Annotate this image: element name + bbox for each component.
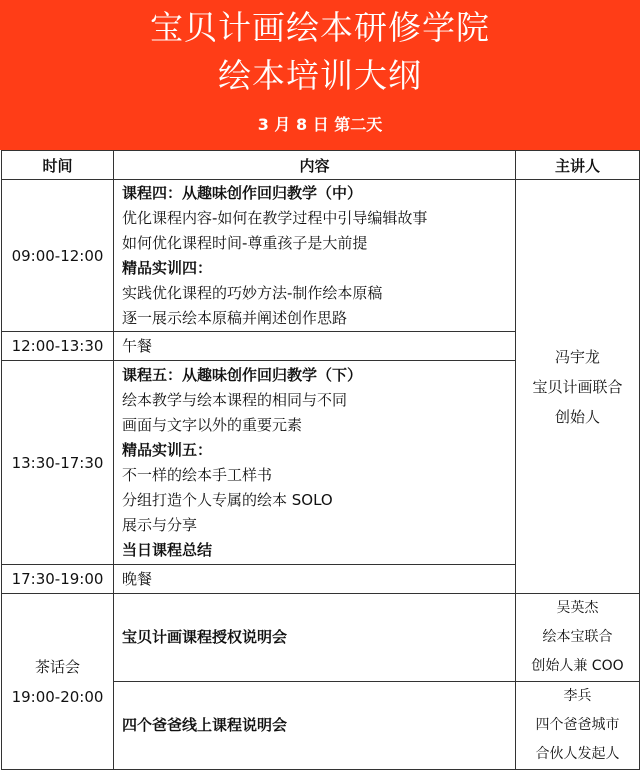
content-line: 实践优化课程的巧妙方法-制作绘本原稿 (122, 283, 383, 302)
content-line: 画面与文字以外的重要元素 (122, 415, 303, 434)
speaker-cell (516, 682, 640, 770)
content-line: 展示与分享 (122, 515, 198, 534)
tea-time: 19:00-20:00 (11, 687, 104, 706)
time-cell: 12:00-13:30 (2, 332, 114, 361)
speaker-name: 冯宇龙 (554, 347, 600, 366)
header-row (2, 151, 640, 180)
time-cell: 13:30-17:30 (2, 361, 114, 565)
title-line-1: 宝贝计画绘本研修学院 (150, 8, 490, 47)
content-line: 宝贝计画课程授权说明会 (122, 628, 288, 646)
column-header-time: 时间 (2, 151, 114, 180)
speaker-name: 李兵 (563, 688, 592, 704)
content-line: 优化课程内容-如何在教学过程中引导编辑故事 (122, 208, 428, 227)
content-line: 课程四：从趣味创作回归教学（中） (122, 183, 363, 202)
speaker-title: 绘本宝联合 (542, 629, 613, 645)
table-row (2, 594, 640, 682)
speaker-title: 四个爸爸城市 (535, 717, 620, 733)
tea-label: 茶话会 (34, 657, 80, 676)
content-line: 午餐 (122, 336, 153, 355)
content-line: 不一样的绘本手工样书 (122, 465, 273, 484)
content-line: 逐一展示绘本原稿并阐述创作思路 (122, 308, 348, 327)
content-cell (114, 565, 516, 594)
tea-time-cell (2, 594, 114, 770)
content-cell (114, 180, 516, 332)
header-banner (0, 0, 640, 150)
speaker-title: 创始人 (554, 407, 600, 426)
speaker-title: 创始人兼 COO (531, 658, 624, 674)
content-line: 当日课程总结 (122, 540, 213, 559)
schedule-table (1, 150, 640, 770)
time-cell: 17:30-19:00 (2, 565, 114, 594)
content-cell (114, 594, 516, 682)
title-line-2: 绘本培训大纲 (218, 56, 422, 95)
content-line: 如何优化课程时间-尊重孩子是大前提 (122, 233, 368, 252)
content-cell (114, 332, 516, 361)
content-line: 晚餐 (122, 569, 153, 588)
time-cell: 09:00-12:00 (2, 180, 114, 332)
table-row (2, 180, 640, 332)
content-line: 四个爸爸线上课程说明会 (122, 716, 288, 734)
speaker-cell (516, 180, 640, 594)
speaker-title: 合伙人发起人 (535, 746, 620, 762)
date-line: 3 月 8 日 第二天 (257, 115, 383, 134)
speaker-title: 宝贝计画联合 (532, 377, 623, 396)
speaker-cell (516, 594, 640, 682)
content-line: 精品实训四： (122, 258, 213, 277)
content-line: 分组打造个人专属的绘本 SOLO (122, 490, 333, 509)
content-line: 绘本教学与绘本课程的相同与不同 (122, 390, 348, 409)
column-header-speaker: 主讲人 (516, 151, 640, 180)
content-cell (114, 361, 516, 565)
content-line: 课程五：从趣味创作回归教学（下） (122, 365, 363, 384)
column-header-content: 内容 (114, 151, 516, 180)
content-cell (114, 682, 516, 770)
speaker-name: 吴英杰 (556, 600, 599, 616)
content-line: 精品实训五： (122, 440, 213, 459)
